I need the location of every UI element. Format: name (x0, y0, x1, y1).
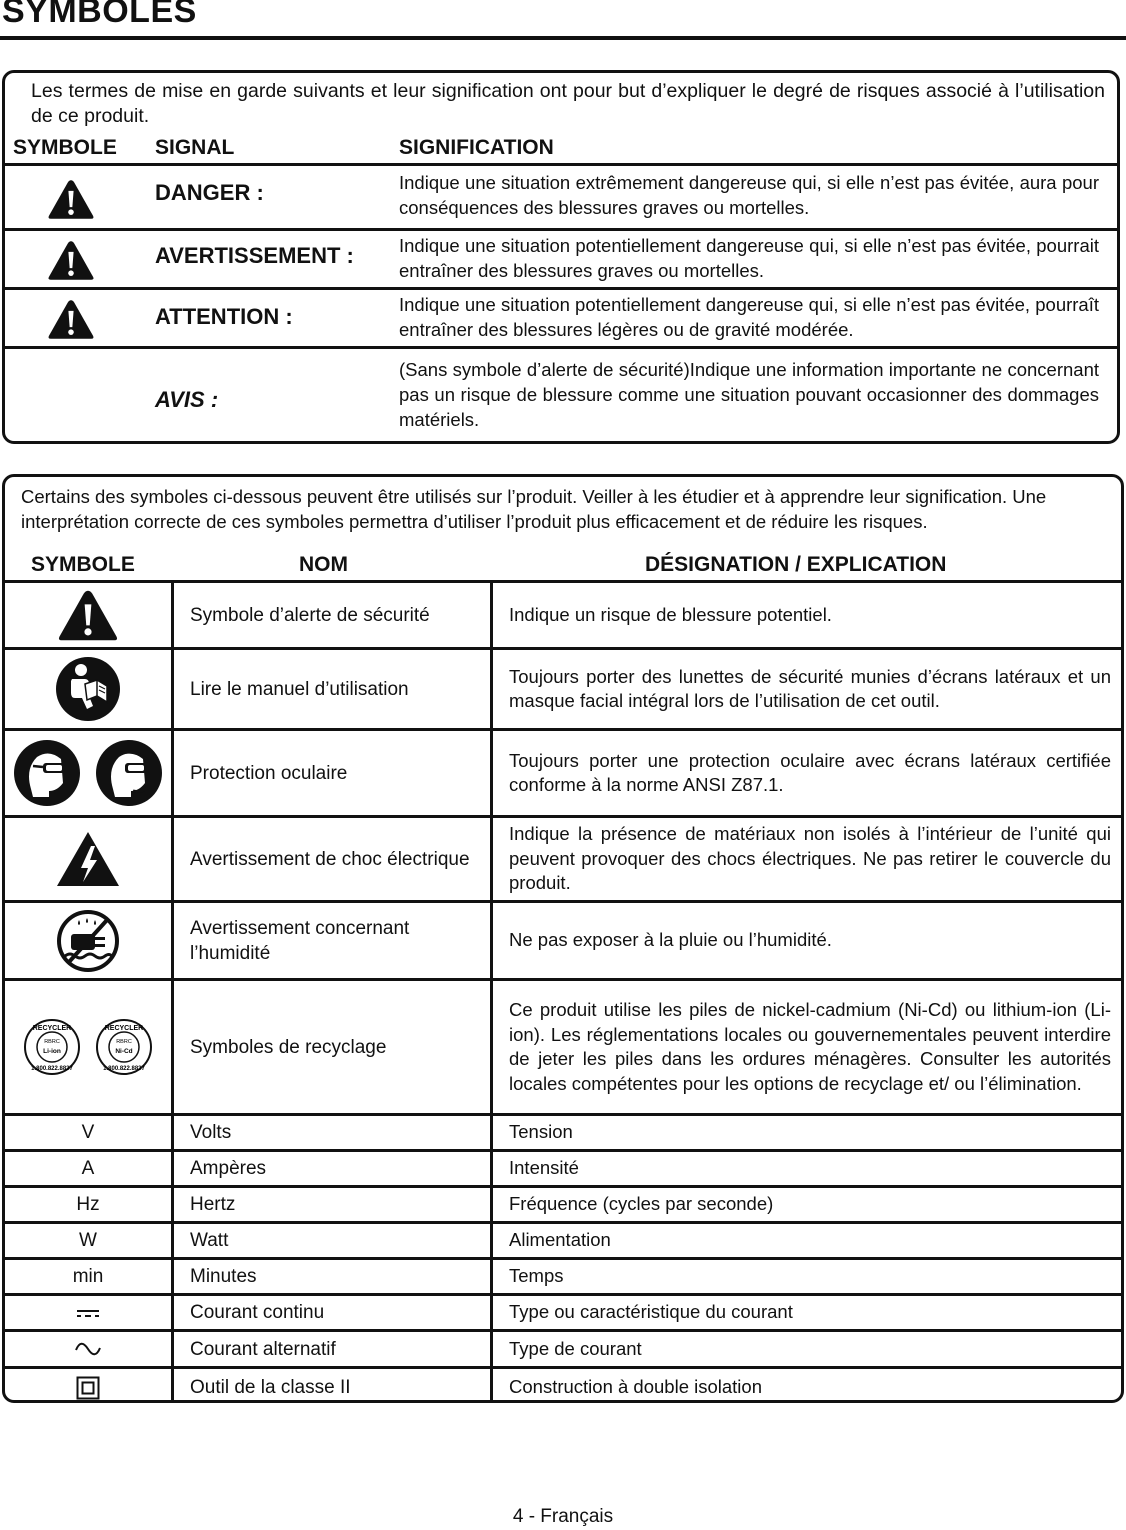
signal-row-notice (5, 346, 1120, 444)
eye-protection-icon (13, 739, 81, 807)
table-row (5, 1221, 1124, 1257)
symbol-text: min (72, 1265, 104, 1287)
signal-meaning: Indique une situation potentiellement dangereuse qui, si elle n’est pas évitée, pourrait entraîner des blessures graves ou mortelles. (399, 235, 1099, 281)
table-row (5, 647, 1124, 728)
symbol-description: Indique un risque de blessure potentiel. (509, 603, 832, 625)
table-row (5, 580, 1124, 647)
table-row (5, 1113, 1124, 1149)
symbol-name: Minutes (190, 1266, 257, 1287)
direct-current-icon (75, 1306, 101, 1320)
table-row (5, 815, 1124, 900)
symbol-name: Courant alternatif (190, 1338, 336, 1360)
header-symbol: SYMBOLE (13, 136, 117, 159)
symbol-name: Protection oculaire (190, 762, 348, 784)
signal-meaning: Indique une situation extrêmement dangereuse qui, si elle n’est pas évitée, aura pour conséquences des blessures graves ou mortelles. (399, 172, 1099, 218)
wet-conditions-icon (57, 910, 119, 972)
safety-alert-icon (47, 178, 95, 221)
table-row (5, 1149, 1124, 1185)
class-ii-icon (76, 1376, 100, 1400)
page-title: SYMBOLES (2, 0, 197, 30)
safety-alert-icon (47, 239, 95, 282)
symbol-name: Lire le manuel d’utilisation (190, 678, 409, 700)
signal-row-warning (5, 228, 1120, 289)
recycle-seal-icon (23, 1018, 81, 1076)
recycle-seal-label: Ni-Cd (115, 1048, 133, 1055)
symbols-intro: Certains des symboles ci-dessous peuvent être utilisés sur l’produit. Veiller à les étudier et à apprendre leur signification. Une interprétation correcte de ces symboles permettra d’utiliser l’produit plus efficacement et de réduire les risques. (21, 486, 1047, 532)
symbol-name: Symbole d’alerte de sécurité (190, 604, 430, 626)
symbol-text: W (79, 1229, 97, 1251)
symbol-name: Avertissement concernant l’humidité (190, 917, 410, 964)
symbols-box (2, 474, 1124, 1403)
symbol-text: Hz (76, 1193, 100, 1215)
symbol-name: Symboles de recyclage (190, 1036, 387, 1058)
title-rule (0, 36, 1126, 40)
symbol-text: A (81, 1157, 95, 1179)
signal-row-danger (5, 163, 1120, 228)
symbol-description: Alimentation (509, 1229, 611, 1251)
symbol-name: Avertissement de choc électrique (190, 848, 470, 870)
symbol-description: Type ou caractéristique du courant (509, 1301, 793, 1323)
electric-shock-icon (55, 830, 121, 888)
signal-label: AVIS : (155, 387, 219, 412)
recycle-seal-phone: 1.800.822.8837 (31, 1066, 73, 1072)
face-shield-icon (95, 739, 163, 807)
recycle-seal-sub-text: RBRC (116, 1039, 132, 1045)
symbol-description: Ce produit utilise les piles de nickel-cadmium (Ni-Cd) ou lithium-ion (Li-ion). Les réglementations locales ou gouvernementales peuvent interdire de jeter les piles dans les ordures ménagères. Consulter les autorités locales compétentes pour les options de recyclage et/ ou l’élimination. (509, 999, 1111, 1094)
symbol-description: Indique la présence de matériaux non isolés à l’intérieur de l’unité qui peuvent provoquer des chocs électriques. Ne pas retirer le couvercle du produit. (509, 823, 1111, 894)
symbol-name: Outil de la classe II (190, 1377, 351, 1398)
header-description: DÉSIGNATION / EXPLICATION (645, 553, 947, 576)
table-row (5, 1329, 1124, 1366)
header-meaning: SIGNIFICATION (399, 136, 554, 159)
recycle-seal-arc-text: RECYCLER (32, 1025, 72, 1032)
table-row (5, 978, 1124, 1113)
table-row (5, 728, 1124, 815)
table-row (5, 900, 1124, 978)
symbol-description: Construction à double isolation (509, 1376, 762, 1398)
table-row (5, 1366, 1124, 1403)
signal-label: DANGER : (155, 180, 264, 205)
table-row (5, 1185, 1124, 1221)
page-footer: 4 - Français (512, 1506, 614, 1527)
recycle-seal-icon (95, 1018, 153, 1076)
alternating-current-icon (74, 1340, 102, 1358)
header-signal: SIGNAL (155, 136, 235, 159)
signal-words-intro: Les termes de mise en garde suivants et leur signification ont pour but d’expliquer le degré de risques associé à l’utilisation de ce produit. (31, 80, 1105, 127)
symbol-description: Temps (509, 1265, 564, 1287)
read-manual-icon (55, 656, 121, 722)
recycle-seal-arc-text: RECYCLER (104, 1025, 144, 1032)
symbol-name: Watt (190, 1230, 229, 1251)
symbol-name: Volts (190, 1122, 232, 1143)
symbol-name: Ampères (190, 1158, 267, 1179)
header-symbol: SYMBOLE (31, 553, 135, 576)
recycle-seal-phone: 1.800.822.8837 (103, 1066, 145, 1072)
header-name: NOM (299, 553, 348, 576)
signal-words-box (2, 70, 1120, 444)
symbol-description: Intensité (509, 1157, 579, 1179)
recycle-seal-sub-text: RBRC (44, 1039, 60, 1045)
safety-alert-icon (47, 298, 95, 341)
signal-row-caution (5, 287, 1120, 348)
signal-label: ATTENTION : (155, 304, 293, 329)
symbol-text: V (81, 1121, 95, 1143)
signal-meaning: (Sans symbole d’alerte de sécurité)Indique une information importante ne concernant pas un risque de blessure comme une situation pouvant occasionner des dommages matériels. (399, 359, 1099, 430)
symbol-description: Fréquence (cycles par seconde) (509, 1193, 774, 1215)
symbol-description: Ne pas exposer à la pluie ou l’humidité. (509, 929, 832, 951)
recycle-seal-label: Li-ion (43, 1048, 61, 1055)
symbol-description: Type de courant (509, 1337, 642, 1359)
symbol-description: Toujours porter des lunettes de sécurité munies d’écrans latéraux et un masque facial intégral lors de l’utilisation de cet outil. (509, 665, 1111, 711)
symbol-name: Hertz (190, 1194, 236, 1215)
symbol-name: Courant continu (190, 1302, 325, 1323)
symbol-description: Toujours porter une protection oculaire avec écrans latéraux certifiée conforme à la norme ANSI Z87.1. (509, 749, 1111, 795)
table-row (5, 1257, 1124, 1293)
signal-meaning: Indique une situation potentiellement dangereuse qui, si elle n’est pas évitée, pourraît entraîner des blessures légères ou de gravité modérée. (399, 294, 1099, 340)
safety-alert-icon (57, 588, 119, 643)
symbol-description: Tension (509, 1121, 573, 1143)
table-row (5, 1293, 1124, 1329)
signal-label: AVERTISSEMENT : (155, 243, 354, 268)
